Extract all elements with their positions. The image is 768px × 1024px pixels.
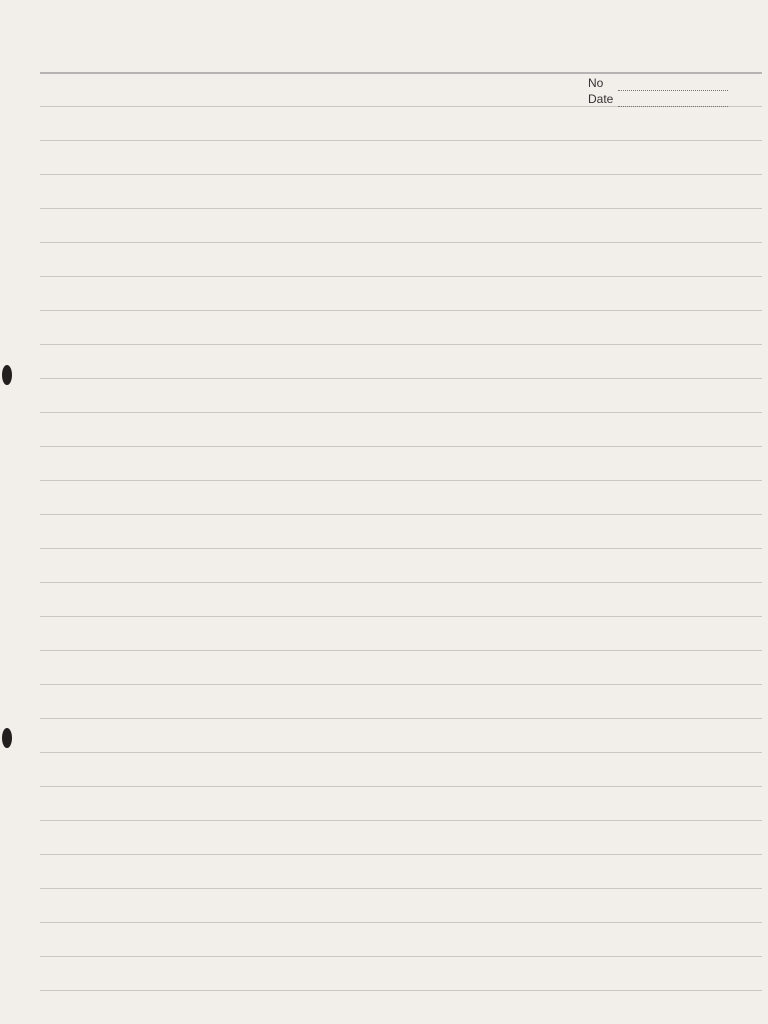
binder-hole bbox=[2, 728, 12, 748]
binder-holes bbox=[0, 0, 40, 1024]
date-dotted-line bbox=[618, 105, 728, 107]
no-dotted-line bbox=[618, 89, 728, 91]
no-date-box bbox=[588, 70, 728, 110]
binder-hole bbox=[2, 365, 12, 385]
date-label: Date bbox=[588, 92, 614, 106]
no-label: No bbox=[588, 76, 604, 90]
